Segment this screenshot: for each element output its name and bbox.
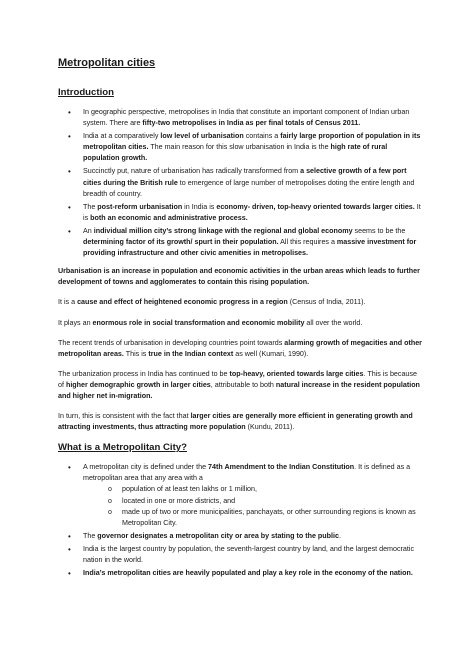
paragraph: It plays an enormous role in social transformation and economic mobility all over the world. bbox=[58, 318, 363, 327]
metro-sub-item: o made up of two or more municipalities, panchayats, or other surrounding regions is known as Metropolitan City. bbox=[83, 507, 424, 529]
metro-sub-item: o located in one or more districts, and bbox=[83, 496, 424, 507]
paragraph: The urbanization process in India has continued to be top-heavy, oriented towards large cities. This is because of higher demographic growth in larger cities, attributable to both natural increase in the resident population and higher net in-migration. bbox=[58, 369, 420, 400]
metro-bullet: • The governor designates a metropolitan city or area by stating to the public. bbox=[58, 531, 424, 542]
paragraph: It is a cause and effect of heightened economic progress in a region (Census of India, 2011). bbox=[58, 298, 366, 307]
metro-bullet: • India is the largest country by population, the seventh-largest country by land, and the largest democratic nation in the world. bbox=[58, 544, 424, 566]
paragraph: Urbanisation is an increase in population and economic activities in the urban areas which leads to further development of towns and agglomerates to contain this rising population. bbox=[58, 267, 420, 287]
page-title: Metropolitan cities bbox=[58, 57, 156, 69]
metro-bullet: • India’s metropolitan cities are heavily populated and play a key role in the economy of the nation. bbox=[58, 568, 424, 579]
metro-sub-list bbox=[83, 484, 424, 528]
metro-bullet-list bbox=[58, 462, 424, 579]
section-heading-metropolitan-city: What is a Metropolitan City? bbox=[58, 442, 187, 454]
metro-sub-item: o population of at least ten lakhs or 1 million, bbox=[83, 484, 424, 495]
intro-bullet: • India at a comparatively low level of urbanisation contains a fairly large proportion of population in its metropolitan cities. The main reason for this slow urbanisation in India is the high rate of rural population growth. bbox=[58, 131, 424, 164]
intro-bullet-list bbox=[58, 107, 424, 259]
metro-bullet bbox=[58, 462, 424, 529]
intro-bullet: • Succinctly put, nature of urbanisation has radically transformed from a selective growth of a few port cities during the British rule to emergence of large number of metropolises doting the entire length and breadth of country. bbox=[58, 166, 424, 199]
paragraph: In turn, this is consistent with the fact that larger cities are generally more efficient in generating growth and attracting investments, thus attracting more population (Kundu, 2011). bbox=[58, 412, 413, 432]
intro-bullet: • An individual million city’s strong linkage with the regional and global economy seems to be the determining factor of its growth/ spurt in their population. All this requires a massive investment for providing infrastructure and other civic amenities in metropolises. bbox=[58, 226, 424, 259]
section-heading-introduction: Introduction bbox=[58, 87, 114, 98]
intro-bullet: • In geographic perspective, metropolises in India that constitute an important component of Indian urban system. There are fifty-two metropolises in India as per final totals of Census 2011. bbox=[58, 107, 424, 129]
intro-bullet: • The post-reform urbanisation in India is economy- driven, top-heavy oriented towards larger cities. It is both an economic and administrative process. bbox=[58, 202, 424, 224]
paragraph: The recent trends of urbanisation in developing countries point towards alarming growth of megacities and other metropolitan areas. This is true in the Indian context as well (Kumari, 1990). bbox=[58, 338, 422, 358]
metro-bullet-text: A metropolitan city is defined under the 74th Amendment to the Indian Constitution. It is defined as a metropolitan area that any area with a bbox=[83, 463, 411, 483]
